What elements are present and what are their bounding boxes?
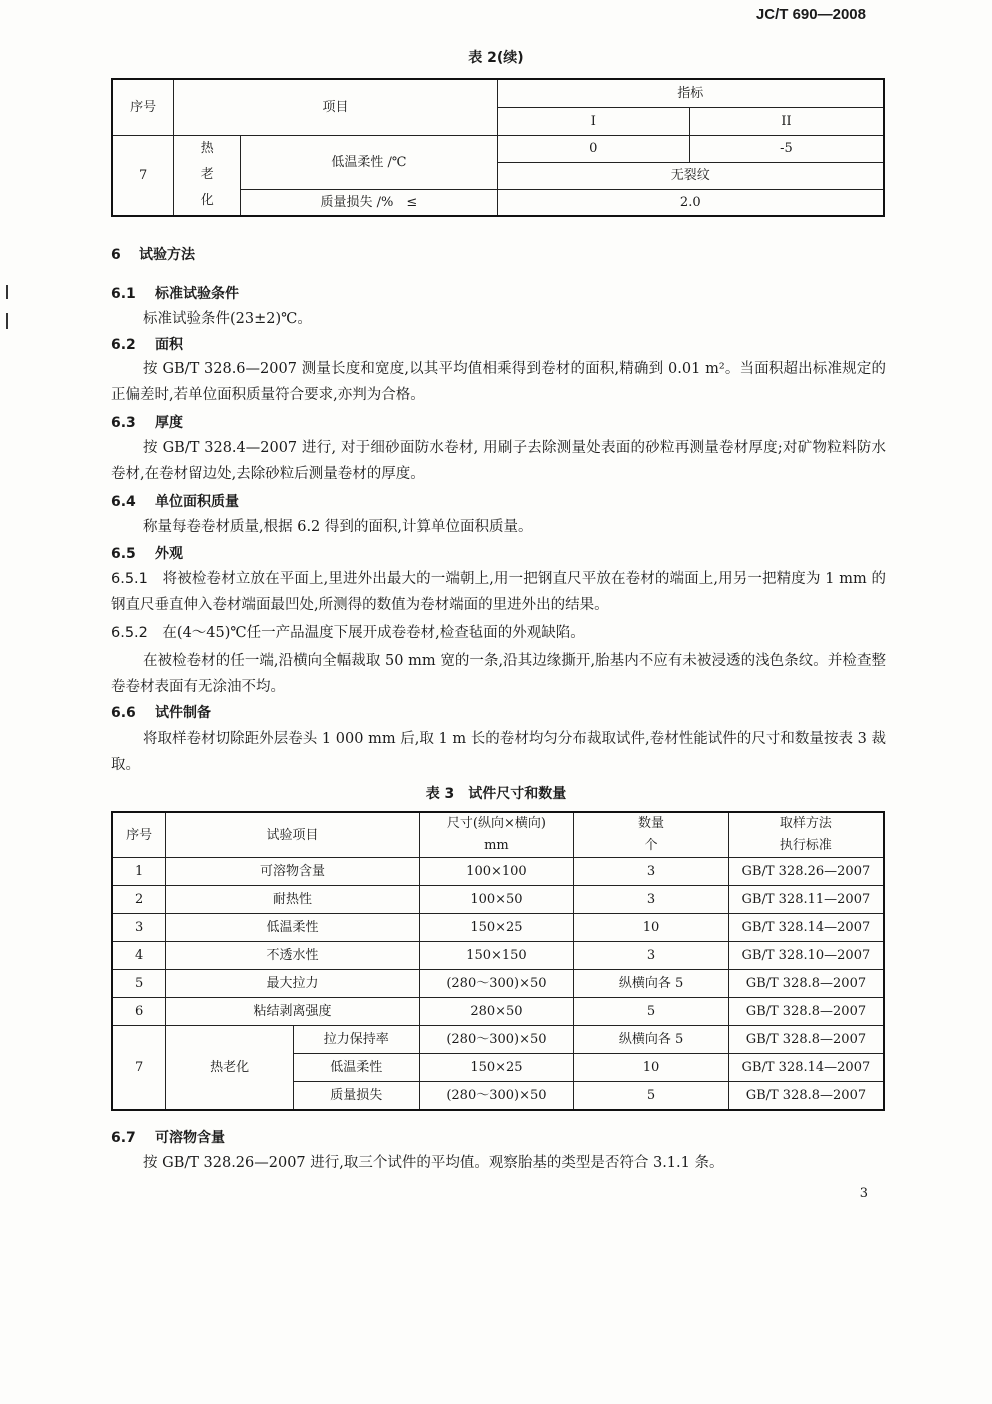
section-6-heading: 6 试验方法 — [111, 247, 195, 263]
t2-value-no-crack: 无裂纹 — [497, 162, 884, 189]
section-6-7-text: 按 GB/T 328.26—2007 进行,取三个试件的平均值。观察胎基的类型是否符合 3.1.1 条。 — [143, 1155, 724, 1171]
table-row: 7 热老化 拉力保持率 (280～300)×50 纵横向各 5 GB/T 328.8—2007 — [112, 1026, 884, 1054]
t3-row7-no: 7 — [112, 1026, 166, 1110]
section-6-5-1-text: 6.5.1 将被检卷材立放在平面上,里进外出最大的一端朝上,用一把钢直尺平放在卷材的端面上,用另一把精度为 1 mm 的钢直尺垂直伸入卷材端面最凹处,所测得的数值为卷材端面的里进外出的结果。 — [111, 571, 887, 613]
section-6-7-heading: 6.7 可溶物含量 — [111, 1130, 225, 1146]
table-row: 2 耐热性 100×50 3 GB/T 328.11—2007 — [112, 886, 884, 914]
table-row: 3 低温柔性 150×25 10 GB/T 328.14—2007 — [112, 914, 884, 942]
t2-header-grade-i: I — [497, 107, 689, 135]
section-6-6-heading: 6.6 试件制备 — [111, 705, 211, 721]
page-number: 3 — [859, 1186, 868, 1201]
section-6-3-heading: 6.3 厚度 — [111, 415, 183, 431]
scan-mark — [6, 313, 8, 329]
t3-header-qty: 数量 个 — [574, 812, 729, 858]
t2-item-low-temp: 低温柔性 /℃ — [241, 135, 497, 189]
t2-item-mass-loss: 质量损失 /% ≤ — [241, 189, 497, 216]
t2-header-index: 指标 — [497, 79, 884, 107]
section-6-4-text: 称量每卷卷材质量,根据 6.2 得到的面积,计算单位面积质量。 — [143, 519, 533, 535]
section-6-5-2-text-2: 在被检卷材的任一端,沿横向全幅裁取 50 mm 宽的一条,沿其边缘撕开,胎基内不应有未被浸透的浅色条纹。并检查整卷卷材表面有无涂油不均。 — [111, 653, 886, 695]
t3-header-method: 取样方法 执行标准 — [728, 812, 884, 858]
table-row: 5 最大拉力 (280～300)×50 纵横向各 5 GB/T 328.8—2007 — [112, 970, 884, 998]
table-row: 质量损失 (280～300)×50 5 GB/T 328.8—2007 — [112, 1082, 884, 1110]
t2-header-no: 序号 — [112, 79, 174, 135]
section-6-2-text: 按 GB/T 328.6—2007 测量长度和宽度,以其平均值相乘得到卷材的面积,精确到 0.01 m²。当面积超出标准规定的正偏差时,若单位面积质量符合要求,亦判为合格。 — [111, 361, 886, 403]
scan-mark — [6, 285, 8, 299]
section-6-5-heading: 6.5 外观 — [111, 546, 183, 562]
section-6-3-text: 按 GB/T 328.4—2007 进行, 对于细砂面防水卷材, 用刷子去除测量处表面的砂粒再测量卷材厚度;对矿物粒料防水卷材,在卷材留边处,去除砂粒后测量卷材的厚度。 — [111, 440, 886, 482]
t2-value-mass-loss: 2.0 — [497, 189, 884, 216]
table-row: 低温柔性 150×25 10 GB/T 328.14—2007 — [112, 1054, 884, 1082]
section-6-6-text: 将取样卷材切除距外层卷头 1 000 mm 后,取 1 m 长的卷材均匀分布裁取试件,卷材性能试件的尺寸和数量按表 3 裁取。 — [111, 731, 886, 773]
t2-group-char-1: 热 — [200, 141, 214, 157]
t3-header-no: 序号 — [112, 812, 166, 858]
table2-caption: 表 2(续) — [468, 50, 524, 66]
t2-value-low-temp-i: 0 — [497, 135, 689, 162]
t3-header-item: 试验项目 — [166, 812, 419, 858]
t3-row7-group: 热老化 — [166, 1026, 294, 1110]
t2-group-heat-aging — [174, 135, 241, 216]
section-6-5-1-number: 6.5.1 — [111, 571, 148, 587]
table3 — [111, 811, 885, 1111]
table-row: 1 可溶物含量 100×100 3 GB/T 328.26—2007 — [112, 858, 884, 886]
section-6-1-heading: 6.1 标准试验条件 — [111, 286, 239, 302]
t2-header-grade-ii: II — [690, 107, 885, 135]
section-6-5-2-number: 6.5.2 — [111, 625, 148, 641]
standard-code: JC/T 690—2008 — [755, 6, 866, 23]
t2-header-item: 项目 — [174, 79, 497, 135]
section-6-1-text: 标准试验条件(23±2)℃。 — [143, 311, 312, 327]
section-6-2-heading: 6.2 面积 — [111, 337, 183, 353]
section-6-5-2-text: 6.5.2 在(4～45)℃任一产品温度下展开成卷卷材,检查毡面的外观缺陷。 — [111, 625, 585, 641]
table2 — [111, 78, 885, 217]
t3-header-size: 尺寸(纵向×横向) mm — [419, 812, 574, 858]
t2-value-low-temp-ii: -5 — [690, 135, 885, 162]
table-row: 4 不透水性 150×150 3 GB/T 328.10—2007 — [112, 942, 884, 970]
t2-row-no: 7 — [112, 135, 174, 216]
section-6-4-heading: 6.4 单位面积质量 — [111, 494, 239, 510]
table3-caption: 表 3 试件尺寸和数量 — [425, 786, 567, 802]
table-row: 6 粘结剥离强度 280×50 5 GB/T 328.8—2007 — [112, 998, 884, 1026]
t2-group-char-3: 化 — [200, 193, 214, 209]
t2-group-char-2: 老 — [200, 167, 214, 183]
